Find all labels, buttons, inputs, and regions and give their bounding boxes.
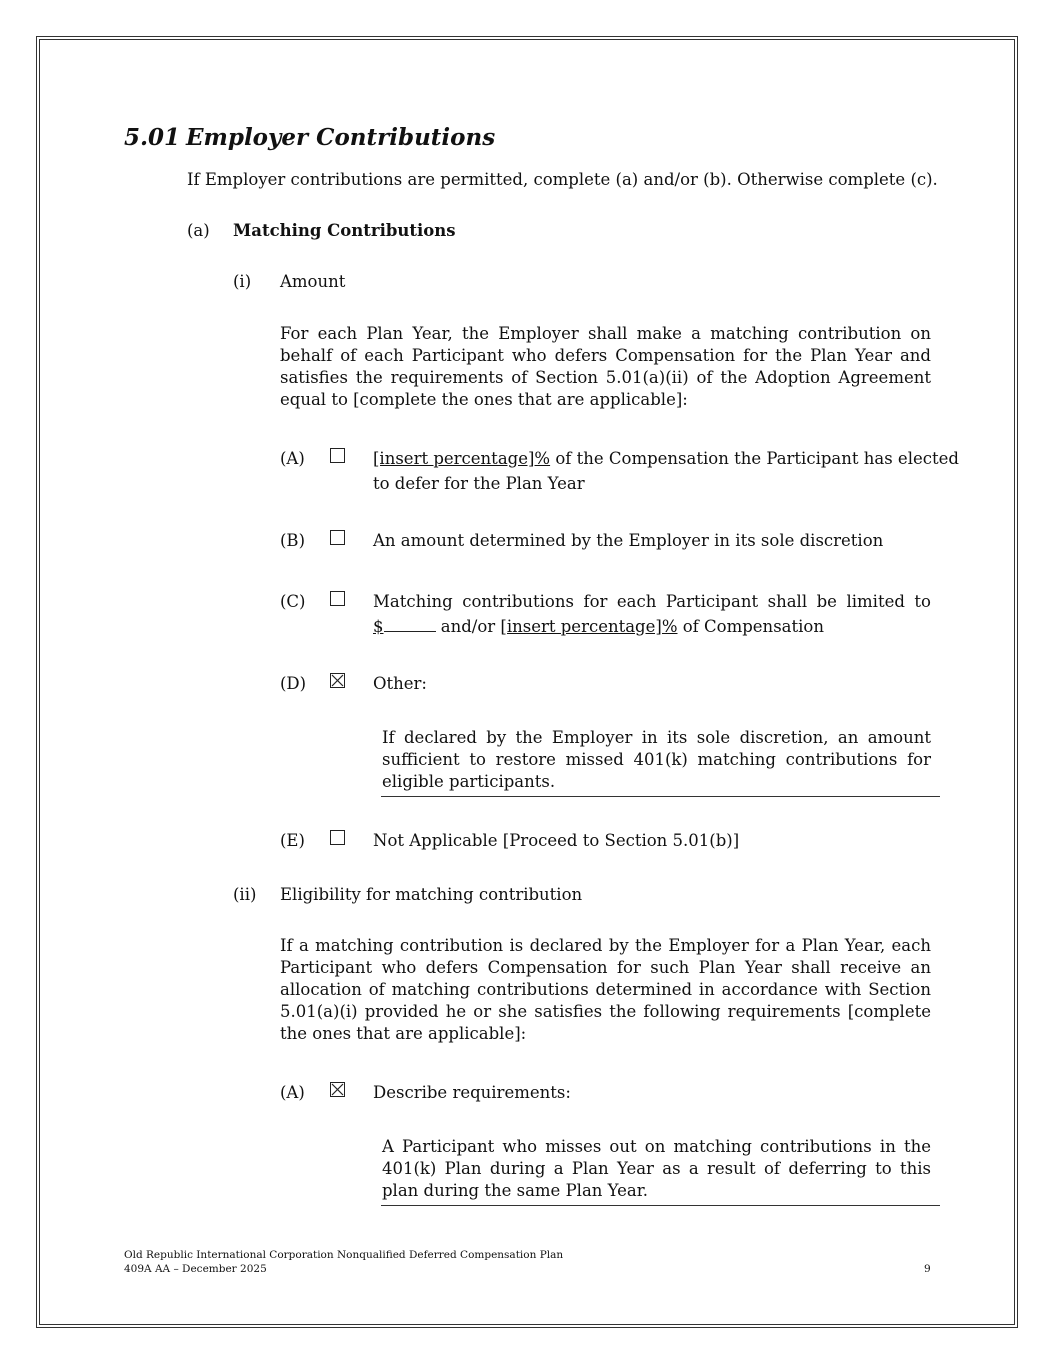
option-c-percentage-field[interactable]: [insert percentage]% [500, 617, 678, 636]
subsection-a-label: (a) [187, 221, 210, 240]
option-b-label: (B) [280, 531, 305, 550]
option-a-text-line2: to defer for the Plan Year [373, 474, 585, 493]
option-c-text-line1: Matching contributions for each Participant shall be limited to [373, 592, 931, 611]
section-number: 5.01 [124, 124, 181, 151]
checkbox-x-icon [331, 1083, 344, 1096]
option-d-label: (D) [280, 674, 307, 693]
page-border-inner [39, 39, 1015, 1325]
option-e-checkbox[interactable] [330, 830, 345, 845]
section-intro: If Employer contributions are permitted, complete (a) and/or (b). Otherwise complete (c). [187, 170, 938, 189]
section-heading [124, 124, 495, 151]
option-d-checkbox[interactable] [330, 673, 345, 688]
option-b-text: An amount determined by the Employer in its sole discretion [373, 531, 884, 550]
req-a-label: (A) [280, 1083, 305, 1102]
section-title: Employer Contributions [186, 124, 496, 151]
option-a-percentage-field[interactable]: [insert percentage]% [373, 449, 551, 468]
option-c-checkbox[interactable] [330, 591, 345, 606]
option-b-checkbox[interactable] [330, 530, 345, 545]
option-a-label: (A) [280, 449, 305, 468]
footer-plan-name: Old Republic International Corporation Nonqualified Deferred Compensation Plan [124, 1249, 564, 1261]
option-c-text-line2 [373, 616, 824, 638]
item-i-label: (i) [233, 272, 252, 291]
option-e-label: (E) [280, 831, 305, 850]
item-ii-title: Eligibility for matching contribution [280, 885, 583, 904]
option-e-text: Not Applicable [Proceed to Section 5.01(b)] [373, 831, 740, 850]
checkbox-x-icon [331, 674, 344, 687]
option-a-text [373, 448, 959, 470]
page-number: 9 [924, 1263, 931, 1275]
req-a-checkbox[interactable] [330, 1082, 345, 1097]
option-a-text-line1: of the Compensation the Participant has elected [550, 449, 959, 468]
req-a-text: Describe requirements: [373, 1083, 571, 1102]
subsection-a-title: Matching Contributions [233, 221, 456, 240]
footer-doc-id: 409A AA – December 2025 [124, 1263, 267, 1275]
item-i-paragraph: For each Plan Year, the Employer shall make a matching contribution on behalf of each Participant who defers Compensation for the Plan Year and satisfies the requirements of Section 5.01(a)(ii) of the Adoption Agreement equal to [complete the ones that are applicable]: [280, 324, 931, 409]
item-i-title: Amount [280, 272, 346, 291]
option-a-checkbox[interactable] [330, 448, 345, 463]
item-ii-paragraph: If a matching contribution is declared by the Employer for a Plan Year, each Participant who defers Compensation for such Plan Year shall receive an allocation of matching contributions determined in accordance with Section 5.01(a)(i) provided he or she satisfies the following requirements [complete the ones that are applicable]: [280, 936, 931, 1043]
option-c-dollar: $ [373, 617, 384, 636]
option-c-dollar-field[interactable] [384, 617, 436, 632]
req-a-detail-underline [381, 1205, 940, 1206]
option-c-andor: and/or [435, 617, 501, 636]
option-d-text: Other: [373, 674, 427, 693]
option-d-detail-underline [381, 796, 940, 797]
option-c-label: (C) [280, 592, 306, 611]
req-a-detail[interactable]: A Participant who misses out on matching contributions in the 401(k) Plan during a Plan Year as a result of deferring to this plan during the same Plan Year. [382, 1137, 931, 1200]
option-d-detail[interactable]: If declared by the Employer in its sole discretion, an amount sufficient to restore missed 401(k) matching contributions for eligible participants. [382, 728, 931, 791]
option-c-tail: of Compensation [677, 617, 824, 636]
item-ii-label: (ii) [233, 885, 257, 904]
